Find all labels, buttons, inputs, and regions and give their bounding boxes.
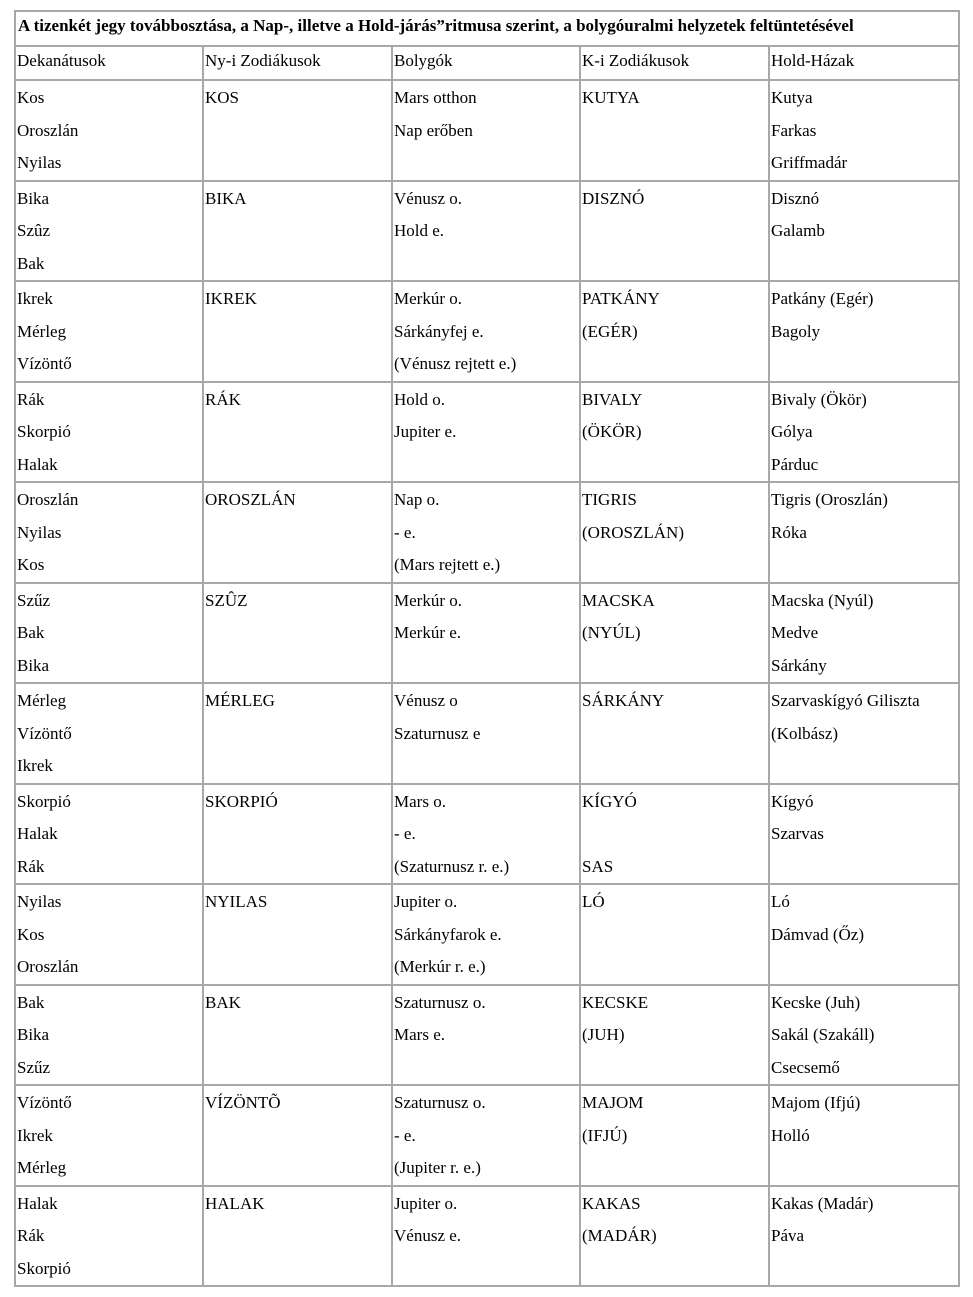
cell-line: - e. — [394, 522, 416, 542]
cell-line: Oroszlán — [17, 490, 79, 509]
cell-line: Skorpió — [17, 1258, 71, 1278]
k-zodiakus-cell — [579, 582, 768, 683]
cell-line: SKORPIÓ — [205, 791, 278, 811]
cell-line: Hold o. — [394, 389, 445, 409]
cell-line: BIKA — [205, 188, 247, 208]
k-zodiakus-cell — [579, 783, 768, 884]
title-row — [14, 10, 960, 45]
cell-line: DISZNÓ — [582, 188, 645, 208]
cell-line: Rák — [17, 856, 45, 876]
cell-line: Skorpió — [17, 422, 71, 441]
cell-line: Vízöntő — [17, 354, 72, 373]
cell-line: Bak — [17, 992, 45, 1012]
cell-line: Merkúr o. — [394, 289, 462, 308]
zodiac-table — [14, 10, 960, 1287]
cell-line: Kígyó — [771, 791, 814, 811]
bolygo-cell — [391, 783, 579, 884]
dekanatus-cell — [14, 280, 202, 381]
cell-line: Szűz — [17, 1057, 51, 1077]
cell-line: Farkas — [771, 120, 817, 140]
dekanatus-cell — [14, 180, 202, 281]
cell-line: Csecsemő — [771, 1057, 840, 1077]
cell-line: Vénusz o. — [394, 188, 462, 208]
cell-line: Sárkányfarok e. — [394, 924, 502, 944]
cell-line: Rák — [17, 389, 45, 409]
cell-line: Mars e. — [394, 1025, 445, 1044]
k-zodiakus-cell — [579, 1185, 768, 1288]
cell-line: TIGRIS — [582, 490, 637, 509]
cell-line: Ikrek — [17, 289, 53, 308]
cell-line: (Kolbász) — [771, 723, 839, 743]
table-row — [14, 582, 960, 683]
bolygo-cell — [391, 582, 579, 683]
cell-line: Sárkány — [771, 655, 827, 675]
k-zodiakus-cell — [579, 883, 768, 984]
column-header-hold-hazak: Hold-Házak — [768, 45, 960, 79]
cell-line: Rák — [17, 1226, 45, 1245]
cell-line: MACSKA — [582, 590, 655, 610]
column-header-ki-zodiakusok: K-i Zodiákusok — [579, 45, 768, 79]
table-row — [14, 984, 960, 1085]
ny-zodiakus-cell — [202, 783, 391, 884]
cell-line: Oroszlán — [17, 120, 79, 140]
cell-line: Nap o. — [394, 490, 440, 509]
hold-haz-cell — [768, 682, 960, 783]
ny-zodiakus-cell — [202, 79, 391, 180]
cell-line: Merkúr o. — [394, 590, 462, 610]
hold-haz-cell — [768, 1084, 960, 1185]
column-header-nyi-zodiakusok: Ny-i Zodiákusok — [202, 45, 391, 79]
table-row — [14, 682, 960, 783]
cell-line: KAKAS — [582, 1193, 641, 1213]
cell-line: Ló — [771, 892, 790, 911]
cell-line: SAS — [582, 856, 614, 876]
dekanatus-cell — [14, 783, 202, 884]
cell-line: (Merkúr r. e.) — [394, 957, 486, 976]
cell-line: KOS — [205, 88, 240, 107]
cell-line: Szarvas — [771, 824, 824, 843]
cell-line: Patkány (Egér) — [771, 289, 874, 308]
cell-line: RÁK — [205, 389, 241, 409]
cell-line: Kecske (Juh) — [771, 992, 861, 1012]
cell-line: KUTYA — [582, 88, 640, 107]
cell-line: KÍGYÓ — [582, 791, 637, 811]
ny-zodiakus-cell — [202, 381, 391, 482]
table-row — [14, 883, 960, 984]
hold-haz-cell — [768, 481, 960, 582]
dekanatus-cell — [14, 1084, 202, 1185]
table-row — [14, 783, 960, 884]
cell-line: Nyilas — [17, 522, 62, 542]
hold-haz-cell — [768, 79, 960, 180]
cell-line: Halak — [17, 1193, 58, 1213]
table-row — [14, 381, 960, 482]
cell-line: MAJOM — [582, 1093, 644, 1112]
cell-line: Macska (Nyúl) — [771, 590, 874, 610]
cell-line: Oroszlán — [17, 957, 79, 976]
hold-haz-cell — [768, 1185, 960, 1288]
cell-line: MÉRLEG — [205, 691, 275, 710]
header-row — [14, 45, 960, 79]
cell-line: Szaturnusz o. — [394, 1093, 486, 1112]
cell-line: PATKÁNY — [582, 289, 660, 308]
cell-line: Bika — [17, 655, 50, 675]
cell-line: Dámvad (Őz) — [771, 924, 864, 944]
k-zodiakus-cell — [579, 984, 768, 1085]
cell-line: (ÖKÖR) — [582, 422, 642, 441]
ny-zodiakus-cell — [202, 984, 391, 1085]
cell-line: Kos — [17, 555, 45, 574]
cell-line: - e. — [394, 824, 416, 843]
hold-haz-cell — [768, 381, 960, 482]
table-row — [14, 481, 960, 582]
cell-line — [582, 818, 768, 851]
dekanatus-cell — [14, 481, 202, 582]
cell-line: Mars o. — [394, 791, 446, 811]
table-row — [14, 280, 960, 381]
cell-line: Hold e. — [394, 221, 445, 240]
table-row — [14, 1084, 960, 1185]
document-page — [14, 10, 960, 1287]
cell-line: Ikrek — [17, 1125, 53, 1145]
cell-line: Holló — [771, 1125, 810, 1145]
cell-line: (EGÉR) — [582, 321, 638, 341]
ny-zodiakus-cell — [202, 883, 391, 984]
cell-line: Kutya — [771, 88, 813, 107]
ny-zodiakus-cell — [202, 682, 391, 783]
cell-line: SÁRKÁNY — [582, 691, 665, 710]
cell-line: Tigris (Oroszlán) — [771, 490, 888, 509]
hold-haz-cell — [768, 280, 960, 381]
cell-line: (JUH) — [582, 1025, 625, 1044]
ny-zodiakus-cell — [202, 1185, 391, 1288]
cell-line: Bagoly — [771, 321, 821, 341]
cell-line: Jupiter o. — [394, 1193, 458, 1213]
cell-line: KECSKE — [582, 992, 649, 1012]
cell-line: (MADÁR) — [582, 1226, 657, 1245]
cell-line: VÍZÖNTÕ — [205, 1093, 281, 1112]
cell-line: Mérleg — [17, 321, 67, 341]
k-zodiakus-cell — [579, 1084, 768, 1185]
hold-haz-cell — [768, 984, 960, 1085]
cell-line: SZÛZ — [205, 590, 248, 610]
cell-line: IKREK — [205, 289, 257, 308]
cell-line: Merkúr e. — [394, 623, 462, 642]
cell-line: BAK — [205, 992, 241, 1012]
cell-line: (NYÚL) — [582, 623, 641, 642]
cell-line: LÓ — [582, 892, 605, 911]
cell-line: Skorpió — [17, 791, 71, 811]
cell-line: Mars otthon — [394, 88, 477, 107]
bolygo-cell — [391, 1084, 579, 1185]
table-row — [14, 1185, 960, 1288]
dekanatus-cell — [14, 79, 202, 180]
dekanatus-cell — [14, 984, 202, 1085]
cell-line: Galamb — [771, 221, 825, 240]
bolygo-cell — [391, 883, 579, 984]
cell-line: Szarvaskígyó Giliszta — [771, 691, 920, 710]
dekanatus-cell — [14, 682, 202, 783]
column-header-bolygok: Bolygók — [391, 45, 579, 79]
cell-line: HALAK — [205, 1193, 265, 1213]
cell-line: Medve — [771, 623, 819, 642]
table-row — [14, 180, 960, 281]
cell-line: Nap erőben — [394, 120, 473, 140]
cell-line: Jupiter e. — [394, 422, 457, 441]
dekanatus-cell — [14, 582, 202, 683]
bolygo-cell — [391, 1185, 579, 1288]
cell-line: Kakas (Madár) — [771, 1193, 874, 1213]
cell-line: Gólya — [771, 422, 813, 441]
cell-line: Bivaly (Ökör) — [771, 389, 867, 409]
cell-line: NYILAS — [205, 892, 268, 911]
cell-line: Majom (Ifjú) — [771, 1093, 861, 1112]
cell-line: Ikrek — [17, 756, 53, 775]
cell-line: Róka — [771, 522, 807, 542]
cell-line: Bika — [17, 188, 50, 208]
ny-zodiakus-cell — [202, 582, 391, 683]
cell-line: Vénusz e. — [394, 1226, 462, 1245]
cell-line: Mérleg — [17, 691, 67, 710]
cell-line: Jupiter o. — [394, 892, 458, 911]
ny-zodiakus-cell — [202, 1084, 391, 1185]
cell-line: Vízöntő — [17, 723, 72, 743]
cell-line: (OROSZLÁN) — [582, 522, 684, 542]
k-zodiakus-cell — [579, 481, 768, 582]
cell-line: OROSZLÁN — [205, 490, 296, 509]
k-zodiakus-cell — [579, 280, 768, 381]
cell-line: (IFJÚ) — [582, 1125, 628, 1145]
bolygo-cell — [391, 984, 579, 1085]
cell-line: Szaturnusz o. — [394, 992, 486, 1012]
cell-line: Disznó — [771, 188, 820, 208]
k-zodiakus-cell — [579, 79, 768, 180]
cell-line: Kos — [17, 88, 45, 107]
k-zodiakus-cell — [579, 381, 768, 482]
hold-haz-cell — [768, 180, 960, 281]
cell-line: (Jupiter r. e.) — [394, 1158, 481, 1177]
cell-line: Nyilas — [17, 153, 62, 172]
cell-line: Nyilas — [17, 892, 62, 911]
hold-haz-cell — [768, 783, 960, 884]
dekanatus-cell — [14, 883, 202, 984]
cell-line: Szűz — [17, 590, 51, 610]
cell-line: Vénusz o — [394, 691, 458, 710]
cell-line: Párduc — [771, 454, 819, 474]
cell-line: Bika — [17, 1025, 50, 1044]
dekanatus-cell — [14, 381, 202, 482]
table-row — [14, 79, 960, 180]
cell-line: - e. — [394, 1125, 416, 1145]
bolygo-cell — [391, 280, 579, 381]
dekanatus-cell — [14, 1185, 202, 1288]
cell-line: Szûz — [17, 221, 51, 240]
cell-line: Bak — [17, 253, 45, 273]
bolygo-cell — [391, 381, 579, 482]
ny-zodiakus-cell — [202, 280, 391, 381]
cell-line: Szaturnusz e — [394, 723, 481, 743]
bolygo-cell — [391, 481, 579, 582]
bolygo-cell — [391, 180, 579, 281]
cell-line: BIVALY — [582, 389, 643, 409]
cell-line: Páva — [771, 1226, 805, 1245]
hold-haz-cell — [768, 883, 960, 984]
ny-zodiakus-cell — [202, 481, 391, 582]
bolygo-cell — [391, 79, 579, 180]
bolygo-cell — [391, 682, 579, 783]
cell-line: (Mars rejtett e.) — [394, 555, 501, 574]
cell-line: Griffmadár — [771, 153, 848, 172]
cell-line: Sakál (Szakáll) — [771, 1025, 875, 1044]
cell-line: Kos — [17, 924, 45, 944]
k-zodiakus-cell — [579, 682, 768, 783]
column-header-dekanatusok: Dekanátusok — [14, 45, 202, 79]
cell-line: Halak — [17, 824, 58, 843]
k-zodiakus-cell — [579, 180, 768, 281]
table-title: A tizenkét jegy továbbosztása, a Nap-, illetve a Hold-járás”ritmusa szerint, a bolygóuralmi helyzetek feltüntetésével — [14, 10, 960, 45]
cell-line: Vízöntő — [17, 1093, 72, 1112]
cell-line: Halak — [17, 454, 58, 474]
cell-line: Sárkányfej e. — [394, 321, 484, 341]
cell-line: (Vénusz rejtett e.) — [394, 354, 517, 373]
cell-line: (Szaturnusz r. e.) — [394, 856, 510, 876]
cell-line: Mérleg — [17, 1158, 67, 1177]
hold-haz-cell — [768, 582, 960, 683]
cell-line: Bak — [17, 623, 45, 642]
ny-zodiakus-cell — [202, 180, 391, 281]
